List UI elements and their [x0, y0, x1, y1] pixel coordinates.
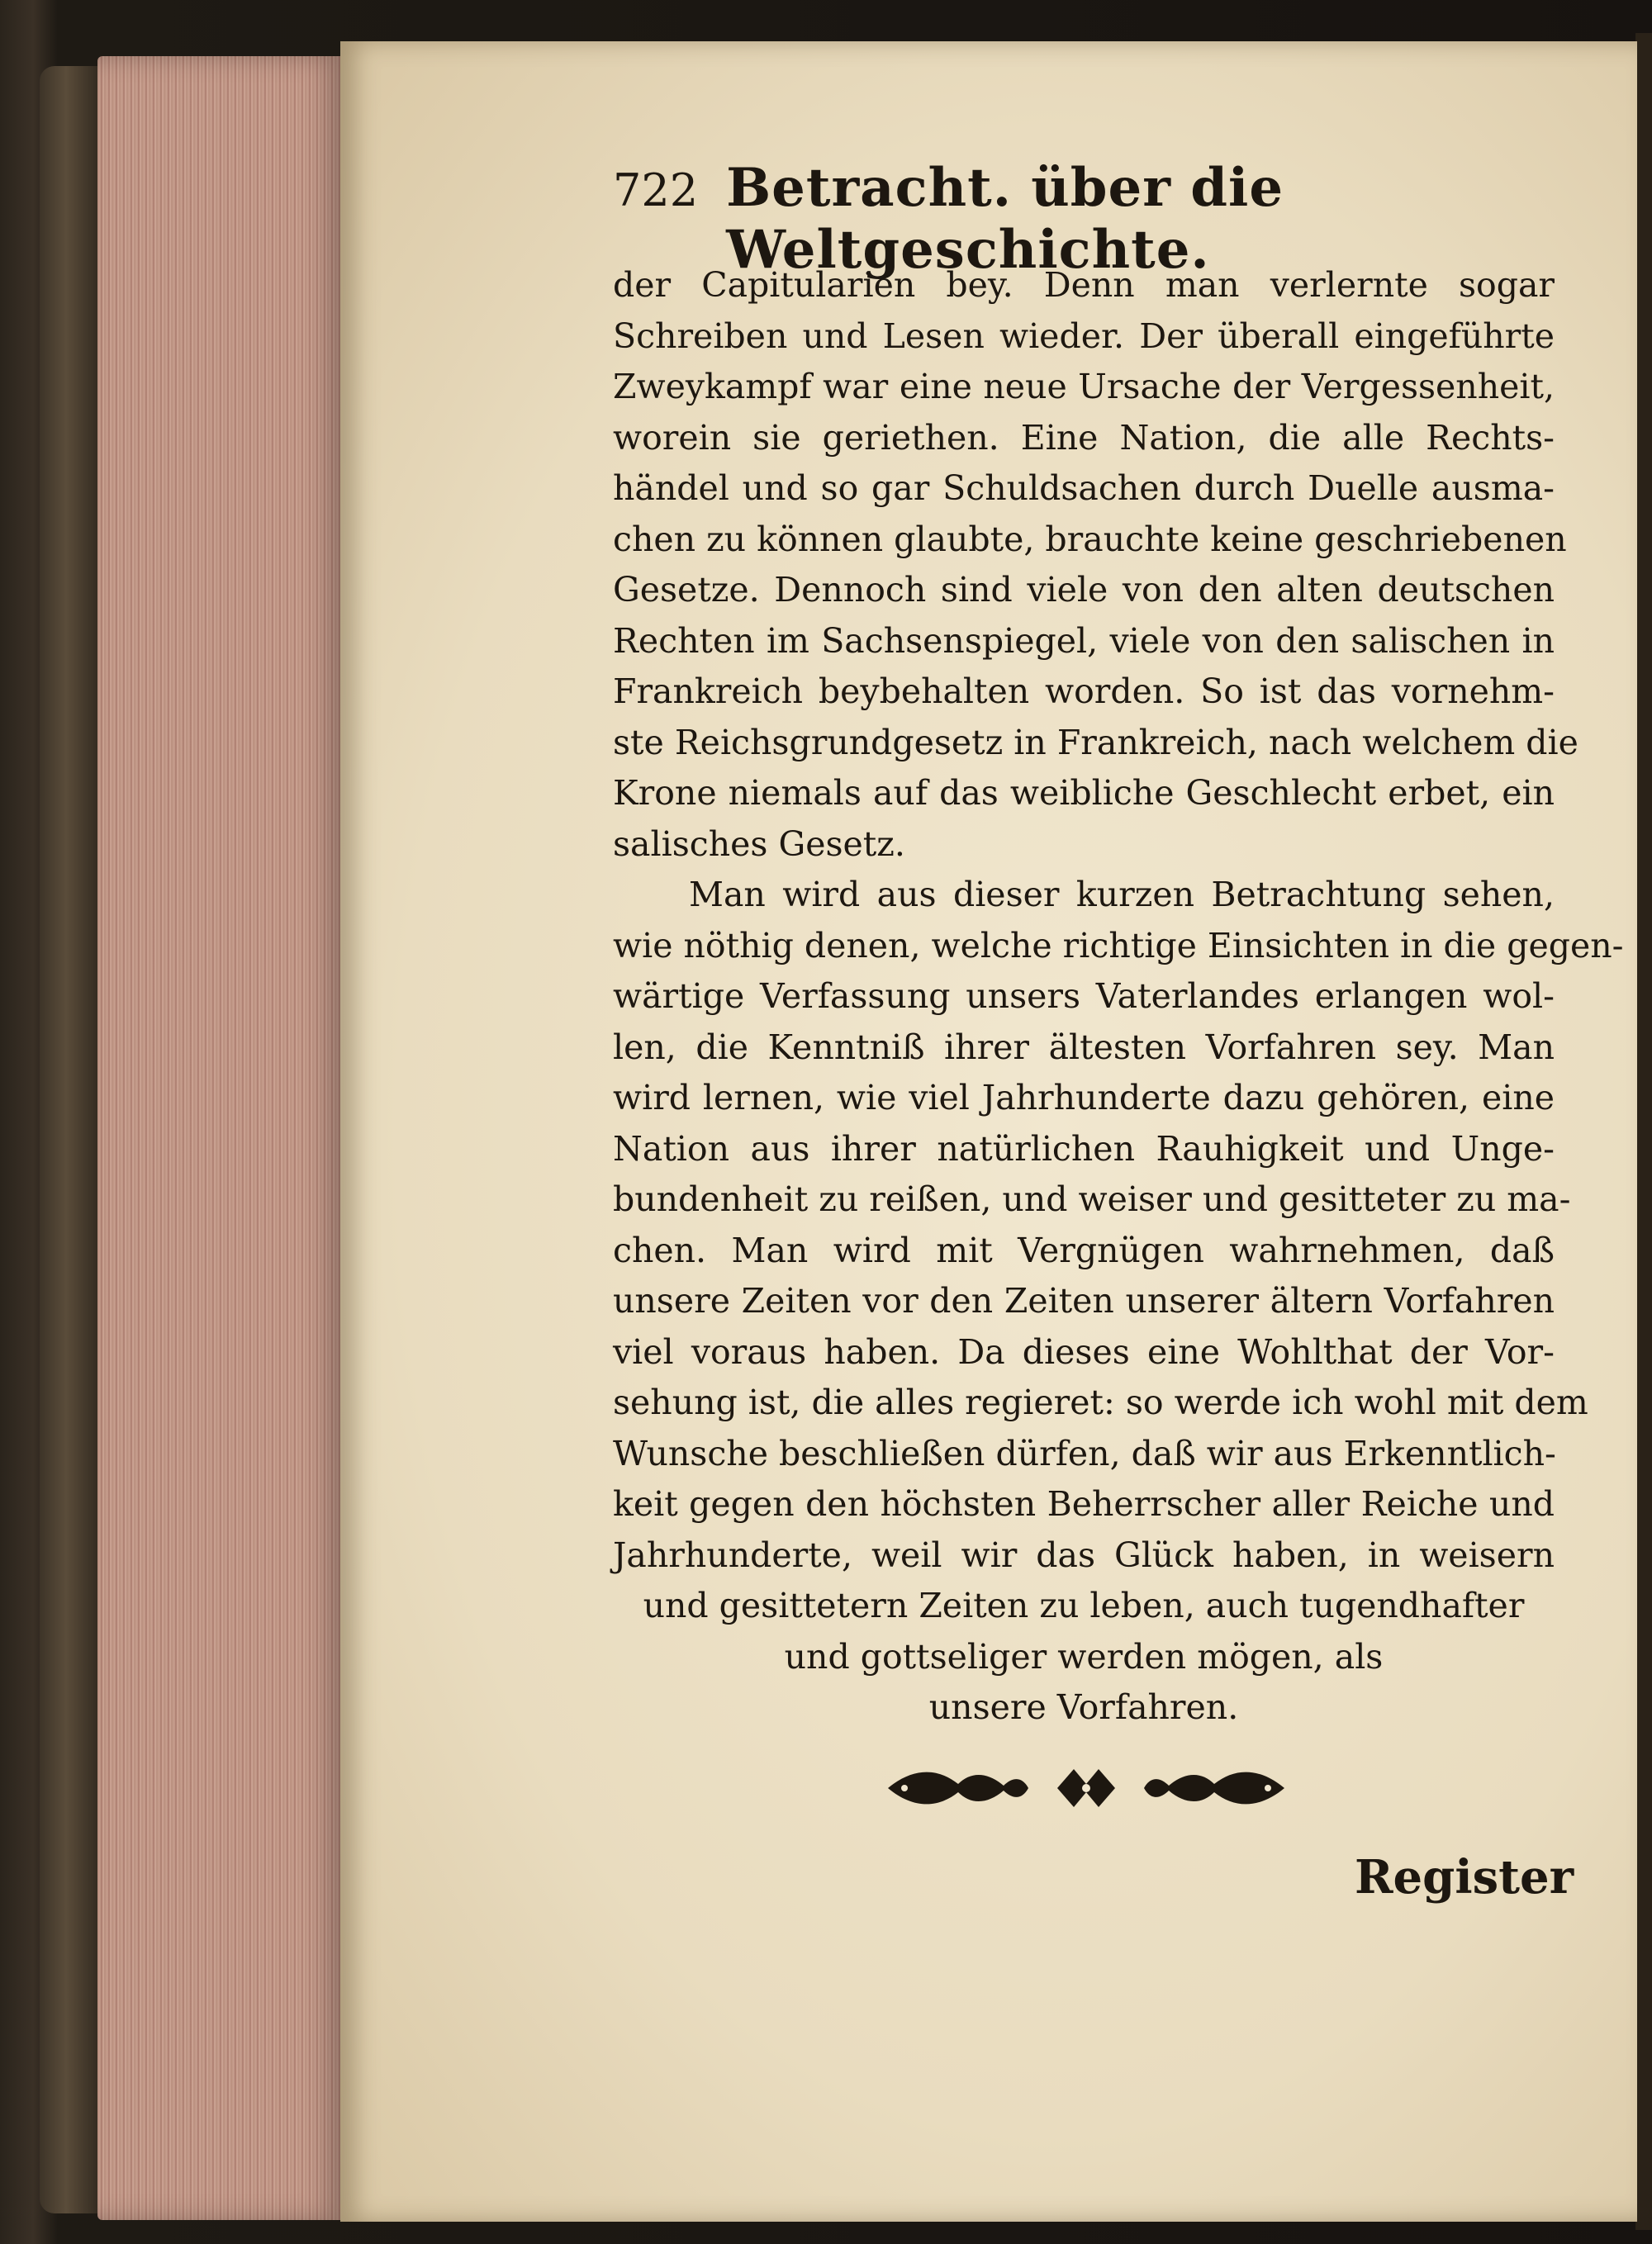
text-line: wird lernen, wie viel Jahrhunderte dazu gehören, eine — [613, 1078, 1555, 1117]
text-line: der Capitularien bey. Denn man verlernte sogar — [613, 265, 1555, 305]
text-line: händel und so gar Schuldsachen durch Duelle ausma- — [613, 468, 1555, 508]
book-cover-edge — [40, 66, 106, 2213]
text-line: keit gegen den höchsten Beherrscher aller Reiche und — [613, 1484, 1555, 1524]
fleuron-ornament-icon — [880, 1759, 1293, 1817]
text-line: wie nöthig denen, welche richtige Einsichten in die gegen- — [613, 925, 1624, 965]
text-line: wärtige Verfassung unsers Vaterlandes erlangen wol- — [613, 976, 1555, 1016]
text-line: Frankreich beybehalten worden. So ist das vornehm- — [613, 671, 1555, 711]
running-head — [613, 157, 1521, 281]
catchword: Register — [1355, 1850, 1574, 1905]
text-line: Jahrhunderte, weil wir das Glück haben, in weisern — [613, 1535, 1555, 1575]
text-line: bundenheit zu reißen, und weiser und gesitteter zu ma- — [613, 1179, 1571, 1219]
text-line: Schreiben und Lesen wieder. Der überall eingeführte — [613, 315, 1555, 356]
text-line: chen zu können glaubte, brauchte keine geschriebenen — [613, 519, 1567, 559]
text-line: und gottseliger werden mögen, als — [784, 1636, 1384, 1677]
text-line: worein sie geriethen. Eine Nation, die alle Rechts- — [613, 417, 1555, 458]
text-line: ste Reichsgrundgesetz in Frankreich, nach welchem die — [613, 722, 1578, 762]
page-number: 722 — [613, 164, 699, 216]
text-line: Krone niemals auf das weibliche Geschlecht erbet, ein — [613, 773, 1555, 813]
text-line: viel voraus haben. Da dieses eine Wohlthat der Vor- — [613, 1331, 1555, 1372]
text-line: und gesittetern Zeiten zu leben, auch tugendhafter — [643, 1586, 1525, 1625]
body-text — [613, 260, 1624, 1734]
text-line: Wunsche beschließen dürfen, daß wir aus Erkenntlich- — [613, 1433, 1556, 1473]
right-gutter — [1635, 33, 1652, 2230]
text-line: chen. Man wird mit Vergnügen wahrnehmen, daß — [613, 1230, 1555, 1270]
text-line: len, die Kenntniß ihrer ältesten Vorfahren sey. Man — [613, 1027, 1555, 1067]
text-line: sehung ist, die alles regieret: so werde ich wohl mit dem — [613, 1383, 1588, 1422]
text-line: unsere Vorfahren. — [928, 1687, 1239, 1727]
text-line: Zweykampf war eine neue Ursache der Vergessenheit, — [613, 367, 1555, 406]
text-line: unsere Zeiten vor den Zeiten unserer ältern Vorfahren — [613, 1281, 1555, 1321]
page-edges — [97, 56, 345, 2220]
text-line: salisches Gesetz. — [613, 823, 905, 864]
running-title: Betracht. über die Weltgeschichte. — [726, 157, 1284, 281]
text-line: Gesetze. Dennoch sind viele von den alten deutschen — [613, 570, 1555, 610]
text-line: Man wird aus dieser kurzen Betrachtung sehen, — [689, 875, 1555, 914]
text-line: Nation aus ihrer natürlichen Rauhigkeit und Unge- — [613, 1128, 1555, 1169]
text-line: Rechten im Sachsenspiegel, viele von den salischen in — [613, 620, 1555, 661]
